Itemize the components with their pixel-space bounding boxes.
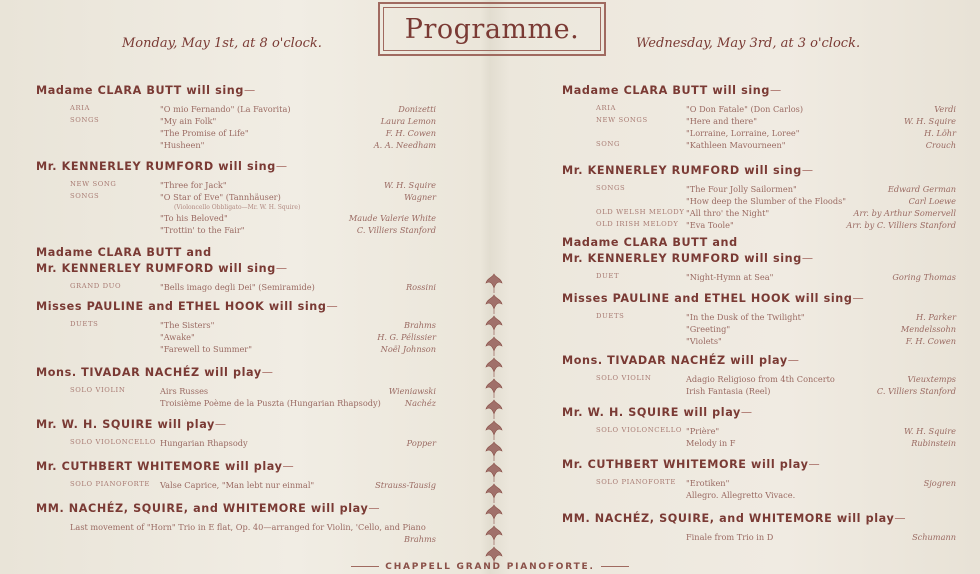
performer-heading-text: Mons. TIVADAR NACHÉZ will play (562, 354, 788, 367)
performer-heading-text: Madame CLARA BUTT and (36, 246, 212, 259)
programme-item (562, 374, 956, 386)
performer-heading-text: Mr. W. H. SQUIRE will play (36, 418, 215, 431)
programme-item (36, 344, 436, 356)
item-title: Melody in F (686, 438, 736, 448)
item-title: Hungarian Rhapsody (160, 438, 248, 448)
item-composer: W. H. Squire (903, 116, 956, 126)
programme-item (36, 398, 436, 410)
item-composer: H. G. Pélissier (377, 332, 436, 342)
item-composer: Schumann (912, 532, 956, 542)
performer-heading (562, 406, 753, 419)
item-composer: Vieuxtemps (907, 374, 956, 384)
heading-dash: — (214, 418, 227, 431)
programme-item (36, 104, 436, 116)
item-composer: H. Parker (915, 312, 956, 322)
item-composer: C. Villiers Stanford (356, 225, 436, 235)
programme-item (562, 128, 956, 140)
item-type: ARIA (596, 104, 617, 112)
programme-title-frame (378, 2, 606, 56)
item-composer: Crouch (925, 140, 956, 150)
performer-heading (562, 354, 800, 367)
item-title: "Husheen" (160, 140, 205, 150)
programme-item (36, 386, 436, 398)
heading-dash: — (275, 262, 288, 275)
item-composer: Brahms (403, 534, 436, 544)
programme-item (562, 196, 956, 208)
item-composer: W. H. Squire (903, 426, 956, 436)
performer-heading-text: Mons. TIVADAR NACHÉZ will play (36, 366, 262, 379)
fleur-ornament (486, 295, 502, 314)
performer-heading-text: Misses PAULINE and ETHEL HOOK will sing (562, 292, 853, 305)
programme-item (562, 272, 956, 284)
item-type: GRAND DUO (70, 282, 122, 290)
item-type: SOLO VIOLONCELLO (70, 438, 157, 446)
heading-dash: — (852, 292, 865, 305)
programme-item (562, 426, 956, 438)
programme-item (562, 312, 956, 324)
programme-title: Programme. (383, 7, 601, 51)
item-composer: Laura Lemon (380, 116, 436, 126)
heading-dash: — (769, 84, 782, 97)
item-type: SOLO PIANOFORTE (70, 480, 150, 488)
item-composer: Arr. by C. Villiers Stanford (846, 220, 956, 230)
item-type: NEW SONGS (596, 116, 648, 124)
performer-heading-text: Madame CLARA BUTT will sing (562, 84, 770, 97)
item-title: "Lorraine, Lorraine, Loree" (686, 128, 800, 138)
performer-heading (36, 502, 380, 515)
performer-heading (562, 164, 814, 177)
programme-item (36, 213, 436, 225)
heading-dash: — (894, 512, 907, 525)
performer-heading (36, 246, 212, 259)
performer-heading-text: Misses PAULINE and ETHEL HOOK will sing (36, 300, 327, 313)
programme-item (36, 480, 436, 492)
item-title: Valse Caprice, "Man lebt nur einmal" (160, 480, 315, 490)
item-composer: Wagner (404, 192, 436, 202)
item-title: "Trottin' to the Fair" (160, 225, 245, 235)
item-type: SOLO VIOLIN (70, 386, 126, 394)
programme-item (562, 478, 956, 490)
item-title: "Night-Hymn at Sea" (686, 272, 774, 282)
performer-heading-text: Madame CLARA BUTT will sing (36, 84, 244, 97)
item-title: "O Star of Eve" (Tannhäuser) (160, 192, 281, 202)
performer-heading (36, 460, 294, 473)
item-composer: F. H. Cowen (905, 336, 956, 346)
programme-item (36, 140, 436, 152)
performer-heading (36, 160, 288, 173)
item-composer: F. H. Cowen (385, 128, 436, 138)
item-composer: Maude Valerie White (348, 213, 436, 223)
performer-heading (36, 84, 256, 97)
programme-item (562, 140, 956, 152)
footer-rule-right (601, 566, 629, 567)
item-title: "The Promise of Life" (160, 128, 249, 138)
heading-dash: — (282, 460, 295, 473)
fleur-ornament (486, 463, 502, 482)
item-title: "Prière" (686, 426, 720, 436)
performer-heading (562, 236, 738, 249)
programme-item (36, 282, 436, 294)
performer-heading (562, 292, 864, 305)
performer-heading-text: Mr. CUTHBERT WHITEMORE will play (562, 458, 809, 471)
item-title: Last movement of "Horn" Trio in E flat, Op. 40—arranged for Violin, 'Cello, and Piano (70, 522, 426, 532)
item-type: DUETS (70, 320, 99, 328)
item-type: SONGS (70, 116, 100, 124)
item-title: "Three for Jack" (160, 180, 227, 190)
programme-item (36, 332, 436, 344)
performer-heading-text: Mr. KENNERLEY RUMFORD will sing (562, 164, 802, 177)
item-title: "To his Beloved" (160, 213, 228, 223)
performer-heading-text: Mr. CUTHBERT WHITEMORE will play (36, 460, 283, 473)
footer-imprint (340, 562, 640, 572)
item-composer: C. Villiers Stanford (876, 386, 956, 396)
item-composer: W. H. Squire (383, 180, 436, 190)
programme-item (36, 438, 436, 450)
performer-heading-text: MM. NACHÉZ, SQUIRE, and WHITEMORE will play (36, 502, 369, 515)
performer-heading (36, 418, 227, 431)
item-type: SONG (596, 140, 621, 148)
heading-dash: — (261, 366, 274, 379)
heading-dash: — (801, 164, 814, 177)
item-title: "O Don Fatale" (Don Carlos) (686, 104, 804, 114)
programme-item (562, 386, 956, 398)
fleur-ornament (486, 526, 502, 545)
fleur-ornament (486, 442, 502, 461)
performer-heading-text: Mr. KENNERLEY RUMFORD will sing (562, 252, 802, 265)
item-title: "Farewell to Summer" (160, 344, 252, 354)
performer-heading (36, 366, 274, 379)
fleur-ornament (486, 274, 502, 293)
performer-heading-text: Mr. W. H. SQUIRE will play (562, 406, 741, 419)
fleur-ornament (486, 316, 502, 335)
item-title: "The Sisters" (160, 320, 215, 330)
item-title: Finale from Trio in D (686, 532, 774, 542)
programme-item (562, 532, 956, 544)
programme-item (36, 128, 436, 140)
performer-heading (36, 300, 338, 313)
programme-item (562, 208, 956, 220)
heading-dash: — (275, 160, 288, 173)
performer-heading-text: MM. NACHÉZ, SQUIRE, and WHITEMORE will play (562, 512, 895, 525)
footer-rule-left (351, 566, 379, 567)
item-title: (Violoncello Obbligato—Mr. W. H. Squire) (174, 204, 301, 211)
item-type: DUETS (596, 312, 625, 320)
performer-heading (562, 84, 782, 97)
item-composer: Sjogren (923, 478, 956, 488)
item-title: "My ain Folk" (160, 116, 217, 126)
programme-item (36, 180, 436, 192)
programme-item (36, 225, 436, 237)
programme-item (562, 116, 956, 128)
item-composer: H. Löhr (924, 128, 956, 138)
item-type: SOLO PIANOFORTE (596, 478, 676, 486)
programme-item (562, 336, 956, 348)
performer-heading (562, 252, 814, 265)
item-type: SOLO VIOLIN (596, 374, 652, 382)
fleur-ornament (486, 505, 502, 524)
item-composer: Brahms (403, 320, 436, 330)
item-type: SOLO VIOLONCELLO (596, 426, 683, 434)
item-composer: Donizetti (398, 104, 436, 114)
programme-item (36, 192, 436, 204)
right-date: Wednesday, May 3rd, at 3 o'clock. (636, 36, 861, 51)
item-type: OLD WELSH MELODY (596, 208, 685, 216)
item-type: ARIA (70, 104, 91, 112)
footer-text: CHAPPELL GRAND PIANOFORTE. (385, 562, 595, 572)
item-composer: Goring Thomas (892, 272, 956, 282)
item-title: "Erotiken" (686, 478, 730, 488)
fleur-ornament (486, 337, 502, 356)
item-composer: Rubinstein (911, 438, 956, 448)
item-type: NEW SONG (70, 180, 117, 188)
item-composer: Carl Loewe (908, 196, 956, 206)
item-type: SONGS (70, 192, 100, 200)
heading-dash: — (243, 84, 256, 97)
programme-item (562, 438, 956, 450)
item-type: SONGS (596, 184, 626, 192)
performer-heading (562, 512, 906, 525)
programme-item (36, 522, 436, 534)
programme-item (562, 220, 956, 232)
ornamental-divider (480, 272, 508, 568)
item-composer: Rossini (405, 282, 436, 292)
item-title: "The Four Jolly Sailormen" (686, 184, 797, 194)
left-date: Monday, May 1st, at 8 o'clock. (122, 36, 322, 51)
item-title: "Greeting" (686, 324, 731, 334)
item-title: Allegro. Allegretto Vivace. (686, 490, 796, 500)
item-composer: Wieniawski (388, 386, 436, 396)
item-title: "In the Dusk of the Twilight" (686, 312, 805, 322)
item-composer: Noël Johnson (380, 344, 436, 354)
item-title: "Kathleen Mavourneen" (686, 140, 786, 150)
performer-heading-text: Mr. KENNERLEY RUMFORD will sing (36, 262, 276, 275)
item-composer: Strauss-Tausig (375, 480, 436, 490)
heading-dash: — (740, 406, 753, 419)
item-title: Troisième Poème de la Puszta (Hungarian Rhapsody) (160, 398, 381, 408)
heading-dash: — (808, 458, 821, 471)
fleur-ornament (486, 484, 502, 503)
item-composer: Edward German (887, 184, 956, 194)
item-title: "All thro' the Night" (686, 208, 770, 218)
item-type: OLD IRISH MELODY (596, 220, 679, 228)
fleur-ornament (486, 421, 502, 440)
programme-item (562, 324, 956, 336)
item-composer: Verdi (934, 104, 956, 114)
performer-heading (36, 262, 288, 275)
item-composer: Nachéz (404, 398, 436, 408)
heading-dash: — (801, 252, 814, 265)
programme-item (562, 184, 956, 196)
item-title: "How deep the Slumber of the Floods" (686, 196, 847, 206)
performer-heading-text: Madame CLARA BUTT and (562, 236, 738, 249)
item-title: Adagio Religioso from 4th Concerto (686, 374, 835, 384)
item-composer: A. A. Needham (373, 140, 436, 150)
programme-item (36, 534, 436, 546)
item-composer: Mendelssohn (900, 324, 956, 334)
fleur-ornament (486, 379, 502, 398)
heading-dash: — (368, 502, 381, 515)
item-type: DUET (596, 272, 620, 280)
item-title: Irish Fantasia (Reel) (686, 386, 771, 396)
heading-dash: — (787, 354, 800, 367)
programme-item (36, 116, 436, 128)
fleur-ornament (486, 400, 502, 419)
programme-item (562, 104, 956, 116)
item-title: Airs Russes (160, 386, 209, 396)
item-title: "Awake" (160, 332, 195, 342)
programme-item (562, 490, 956, 502)
item-title: "Bells imago degli Dei" (Semiramide) (160, 282, 315, 292)
item-title: "Eva Toole" (686, 220, 734, 230)
item-composer: Popper (406, 438, 436, 448)
item-title: "Here and there" (686, 116, 758, 126)
fleur-ornament (486, 358, 502, 377)
heading-dash: — (326, 300, 339, 313)
performer-heading (562, 458, 820, 471)
item-title: "Violets" (686, 336, 722, 346)
performer-heading-text: Mr. KENNERLEY RUMFORD will sing (36, 160, 276, 173)
programme-item (36, 320, 436, 332)
item-title: "O mio Fernando" (La Favorita) (160, 104, 291, 114)
item-composer: Arr. by Arthur Somervell (853, 208, 956, 218)
